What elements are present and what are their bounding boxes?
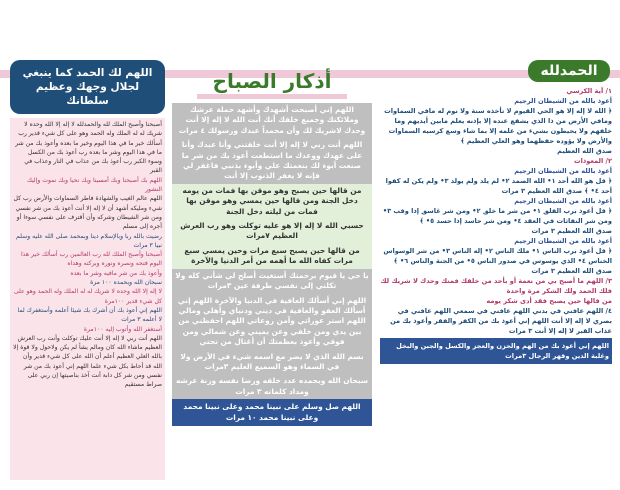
left-text-line: أصبحنا وأصبح الملك لله رب العالمين رب أسألك خير هذا اليوم فتحه ونصره ونوره وبركته وهداه [20, 251, 162, 268]
right-text-line: أعوذ بالله من الشيطان الرجيم [514, 167, 612, 175]
right-text-line: ﴿ قل أعوذ برب الناس ١• ملك الناس ٢• إله الناس ٣• من شر الوسواس الخناس ٤• الذي يوسوس في صدور الناس ٥• من الجنة والناس ٦• ﴾ [383, 247, 612, 265]
right-text-line: صدق الله العظيم ٣ مرات [531, 267, 612, 275]
left-text-line: أصبحنا وأصبح الملك لله والحمدلله لا إله إلا الله وحده لا شريك له له الملك وله الحمد وهو على كل شيء قدير رب أسألك خير ما في هذا اليوم وخير ما بعده وأعوذ بك من شر ما في هذا اليوم وشر ما بعده رب أعوذ بك من الكسل وسوء الكبر رب أعوذ بك من عذاب في النار وعذاب في القبر [15, 121, 162, 175]
dhikr-block: من قالها حين يصبح وهو موقن بها فمات من يومه دخل الجنة ومن قالها حين يمسي وهو موقن بها فمات من ليلته دخل الجنة [172, 184, 372, 219]
left-text-line: وأعوذ بك من شر مافيه وشر ما بعده [70, 269, 162, 277]
left-text-line: أستغفر الله وأتوب إليه ١٠٠مرة [83, 325, 162, 333]
right-header: الحمدلله [528, 60, 610, 82]
right-column [380, 60, 612, 485]
right-text-line: ﴿ قل هو الله أحد ١• الله الصمد ٢• لم يلد ولم يولد ٣• ولم يكن له كفوا أحد ٤• ﴾ صدق الله العظيم ٣ مرات [385, 177, 612, 195]
left-text-line: لا إله إلا الله وحده لا شريك له له الملك وله الحمد وهو على كل شيء قدير ١٠٠مرة [13, 288, 162, 305]
left-column [10, 60, 165, 480]
left-text-line: اللهم عالم الغيب والشهادة فاطر السماوات والأرض رب كل شيء ومليكه أشهد أن لا إله إلا أنت أعوذ بك من شر نفسي ومن شر الشيطان وشركه وأن أقترف على نفسي سوءا أو أجره إلى مسلم [13, 195, 162, 231]
left-text-line: اللهم بك أصبحنا وبك أمسينا وبك نحيا وبك نموت وإليك النشور [26, 176, 162, 194]
middle-body [172, 103, 372, 399]
left-text-line: سبحان الله وبحمده ١٠٠ مرة [90, 279, 162, 287]
dhikr-block: سبحان الله وبحمده عدد خلقه ورضا نفسه وزنة عرشه ومداد كلماته ٣ مرات [172, 374, 372, 399]
right-body [380, 86, 612, 336]
middle-column [172, 68, 372, 473]
right-text-line: أعوذ بالله من الشيطان الرجيم [514, 97, 612, 105]
middle-footer: اللهم صل وسلم على نبينا محمد وعلى نبينا محمد وعلى نبينا محمد ١٠ مرات [172, 399, 372, 426]
right-text-line: ٢/ المعوذات [573, 157, 612, 165]
right-text-line: ٣/ اللهم ما أصبح بي من نعمة أو بأحد من خلقك فمنك وحدك لا شريك لك فلك الحمد ولك الشكر مرة واحدة [380, 277, 612, 295]
right-text-line: ٤/ اللهم عافني في بدني اللهم عافني في سمعي اللهم عافني في بصري لا إله إلا أنت اللهم إني أعوذ بك من الكفر والفقر وأعوذ بك من عذاب القبر لا إله إلا أنت ٣ مرات [390, 307, 612, 335]
right-text-line: أعوذ بالله من الشيطان الرجيم [514, 197, 612, 205]
left-body [10, 118, 165, 480]
right-text-line: صدق الله العظيم [557, 147, 612, 155]
dhikr-block: حسبي الله لا إله إلا هو عليه توكلت وهو رب العرش العظيم ٧مرات [172, 219, 372, 244]
left-header: اللهم لك الحمد كما ينبغي لجلال وجهك وعظيم سلطانك [10, 60, 165, 114]
page-title: أذكار الصباح [212, 69, 332, 93]
dhikr-block: من قالها حين يصبح سبع مرات وحين يمسي سبع مرات كفاه الله ما أهمه من أمر الدنيا والآخرة [172, 244, 372, 269]
left-text-line: رضيت بالله ربا وبالإسلام دينا وبمحمد صلى الله عليه وسلم نبيا ٣ مرات [16, 232, 162, 249]
right-text-line: أعوذ بالله من الشيطان الرجيم [514, 237, 612, 245]
title-underline [197, 94, 347, 99]
left-text-line: اللهم إني أعوذ بك أن أشرك بك شيئا أعلمه وأستغفرك لما لا أعلمه ٣ مرات [17, 306, 162, 324]
dhikr-block: اللهم أنت ربي لا إله إلا أنت خلقتني وأنا عبدك وأنا على عهدك ووعدك ما استطعت أعوذ بك من شر ما صنعت أبوء لك بنعمتك علي وأبوء بذنبي فاغفر لي فإنه لا يغفر الذنوب إلا أنت [172, 138, 372, 184]
right-text-line: من قالها حين يصبح فقد أدى شكر يومه [486, 297, 612, 305]
dhikr-block: اللهم إني أسألك العافية في الدنيا والآخرة اللهم إني أسألك العفو والعافية في ديني ودنياي وأهلي ومالي اللهم استر عوراتي وآمن روعاتي اللهم احفظني من بين يدي ومن خلفي وعن يميني وعن شمالي ومن فوقي وأعوذ بعظمتك أن أغتال من تحتي [172, 294, 372, 350]
left-text-line: اللهم أنت ربي لا إله إلا أنت عليك توكلت وأنت رب العرش العظيم ماشاء الله كان ومالم يشأ لم يكن ولاحول ولا قوة إلا بالله العلي العظيم أعلم أن الله على كل شيء قدير وأن الله قد أحاط بكل شيء علما اللهم إني أعوذ بك من شر نفسي ومن شر كل دابة أنت آخذ بناصيتها إن ربي على صراط مستقيم [13, 334, 162, 389]
right-final: اللهم إني أعوذ بك من الهم والحزن والعجز والكسل والجبن والبخل وغلبة الدين وقهر الرجال ٣مرات [380, 338, 612, 364]
dhikr-block: بسم الله الذي لا يضر مع اسمه شيء في الأرض ولا في السماء وهو السميع العليم ٣مرات [172, 350, 372, 375]
right-text-line: صدق الله العظيم ٣ مرات [531, 227, 612, 235]
right-text-line: ﴿ الله لا إله إلا هو الحي القيوم لا تأخذه سنة ولا نوم له مافي السماوات ومافي الأرض من ذا الذي يشفع عنده إلا بإذنه يعلم مابين أيديهم وما خلفهم ولا يحيطون بشيء من علمه إلا بما شاء وسع كرسيه السماوات والأرض ولا يؤوده حفظهما وهو العلي العظيم ﴾ [384, 107, 612, 145]
dhikr-block: يا حي يا قيوم برحمتك أستغيث أصلح لي شأني كله ولا تكلني إلى نفسي طرفة عين ٣مرات [172, 269, 372, 294]
dhikr-block: اللهم إني أصبحت أشهدك وأشهد حملة عرشك وملائكتك وجميع خلقك أنك أنت الله لا إله إلا أنت وحدك لاشريك لك وأن محمداً عبدك ورسولك ٤ مرات [172, 103, 372, 138]
right-text-line: ﴿ قل أعوذ برب الفلق ١• من شر ما خلق ٢• ومن شر غاسق إذا وقب ٣• ومن شر النفاثات في العقد ٤• ومن شر حاسد إذا حسد ٥• ﴾ [382, 207, 612, 225]
right-text-line: ١/ آية الكرسي [566, 87, 612, 95]
